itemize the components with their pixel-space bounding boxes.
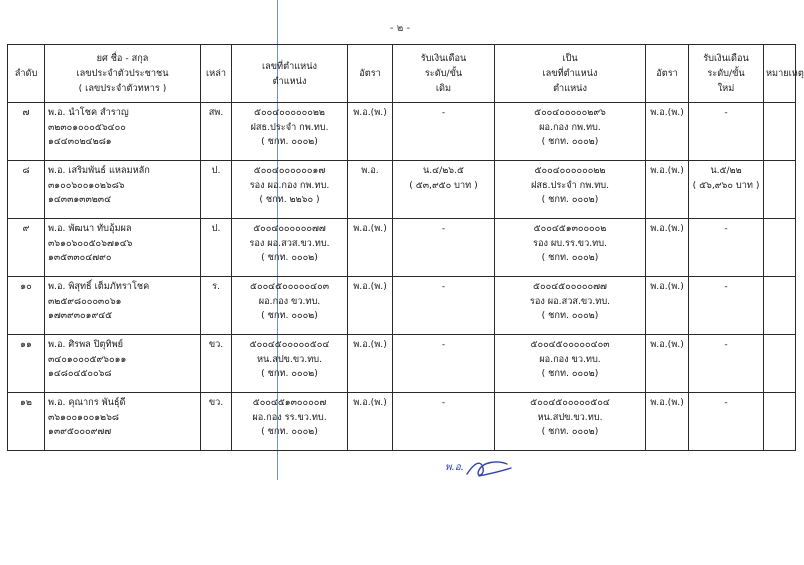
cell-new-rate-new-rate: พ.อ.(พ.) xyxy=(650,339,684,350)
cell-seq xyxy=(8,393,45,451)
cell-seq xyxy=(8,335,45,393)
cell-new-position xyxy=(495,277,646,335)
cell-old-rate-old-rate: พ.อ.(พ.) xyxy=(353,223,387,234)
cell-name-citizen-id: ๓๖๑๐๖๐๐๕๐๖๗๑๔๖ xyxy=(48,237,133,249)
cell-new-position-new-position-no: ๕๐๐๔๕๐๐๐๐๐๔๐๓ xyxy=(530,339,610,350)
cell-old-position-old-position-level: ( ชกท. ๒๒๖๐ ) xyxy=(259,194,320,205)
cell-new-salary xyxy=(689,219,764,277)
cell-branch xyxy=(201,277,232,335)
cell-old-position-old-position: ฝสธ.ประจำ กพ.ทบ. xyxy=(250,121,329,133)
cell-name-name: พ.อ. คุณากร พันธุ์ดี xyxy=(48,397,126,408)
cell-name-military-id: ๑๗๓๙๓๐๑๙๔๕ xyxy=(48,310,113,321)
cell-old-position-old-position: ผอ.กอง ขว.ทบ. xyxy=(258,295,321,307)
cell-old-salary xyxy=(393,277,495,335)
cell-old-position-old-position: ผอ.กอง รร.ขว.ทบ. xyxy=(252,411,327,423)
cell-new-position-new-position: รอง ผบ.รร.ขว.ทบ. xyxy=(533,237,607,249)
cell-name-name: พ.อ. พัฒนา ทับอุ้มผล xyxy=(48,223,132,234)
header-old-position: เลขที่ตำแหน่ง ตำแหน่ง xyxy=(232,45,348,103)
cell-new-rate xyxy=(646,393,689,451)
cell-old-position xyxy=(232,277,348,335)
cell-remark xyxy=(764,161,796,219)
cell-new-salary-new-salary: - xyxy=(724,223,728,234)
cell-name-citizen-id: ๓๑๐๐๖๐๐๑๐๒๖๘๖ xyxy=(48,179,125,191)
cell-remark xyxy=(764,277,796,335)
cell-old-rate xyxy=(348,161,393,219)
cell-old-rate xyxy=(348,277,393,335)
cell-new-salary-new-salary: - xyxy=(724,397,728,408)
cell-new-salary xyxy=(689,393,764,451)
table-row xyxy=(8,335,796,393)
cell-new-position-new-position-no: ๕๐๐๔๕๐๐๐๐๐๕๐๔ xyxy=(530,397,610,408)
cell-old-position-old-position-no: ๕๐๐๔๐๐๐๐๐๐๑๗ xyxy=(253,165,326,176)
cell-new-position xyxy=(495,103,646,161)
cell-old-rate-old-rate: พ.อ.(พ.) xyxy=(353,281,387,292)
cell-new-salary xyxy=(689,277,764,335)
cell-new-salary xyxy=(689,335,764,393)
cell-name xyxy=(45,103,201,161)
cell-old-salary-old-salary-amount: ( ๕๓,๙๕๐ บาท ) xyxy=(409,179,478,191)
header-row xyxy=(8,45,796,103)
cell-old-position-old-position-no: ๕๐๐๔๕๐๐๐๐๐๔๐๓ xyxy=(250,281,329,292)
cell-old-position-old-position-no: ๕๐๐๔๕๑๓๐๐๐๐๗ xyxy=(252,397,327,408)
cell-name xyxy=(45,161,201,219)
cell-old-rate-old-rate: พ.อ.(พ.) xyxy=(353,397,387,408)
cell-seq-seq: ๗ xyxy=(22,107,30,118)
cell-old-position-old-position-level: ( ชกท. ๐๐๐๒) xyxy=(261,136,318,147)
cell-old-rate xyxy=(348,335,393,393)
cell-old-position-old-position-level: ( ชกท. ๐๐๐๒) xyxy=(261,368,318,379)
cell-new-rate xyxy=(646,277,689,335)
cell-old-salary-old-salary: - xyxy=(441,339,446,350)
cell-old-salary-old-salary: - xyxy=(441,397,446,408)
cell-new-salary xyxy=(689,103,764,161)
signature-initials: พ.อ. xyxy=(445,462,464,473)
cell-new-rate-new-rate: พ.อ.(พ.) xyxy=(650,165,684,176)
cell-old-salary-old-salary: - xyxy=(441,281,446,292)
cell-new-rate-new-rate: พ.อ.(พ.) xyxy=(650,281,684,292)
cell-old-rate-old-rate: พ.อ. xyxy=(361,165,379,176)
cell-name-citizen-id: ๓๔๐๑๐๐๐๕๙๖๐๑๑ xyxy=(48,353,127,365)
header-remark: หมายเหตุ xyxy=(764,45,796,103)
cell-branch xyxy=(201,161,232,219)
cell-new-position xyxy=(495,161,646,219)
cell-new-rate-new-rate: พ.อ.(พ.) xyxy=(650,223,684,234)
cell-old-rate-old-rate: พ.อ.(พ.) xyxy=(353,339,387,350)
cell-branch xyxy=(201,393,232,451)
cell-new-position-new-position-no: ๕๐๐๔๕๐๐๐๐๐๗๗ xyxy=(533,281,607,292)
cell-seq xyxy=(8,277,45,335)
cell-new-position-new-position: ฝสธ.ประจำ กพ.ทบ. xyxy=(530,179,610,191)
cell-old-position xyxy=(232,335,348,393)
cell-old-salary xyxy=(393,103,495,161)
cell-name-military-id: ๑๓๕๓๓๐๔๗๙๐ xyxy=(48,252,112,263)
cell-name-citizen-id: ๓๖๑๐๐๑๐๐๑๒๖๘ xyxy=(48,411,120,423)
cell-old-position-old-position: หน.สปข.ขว.ทบ. xyxy=(256,353,323,365)
cell-name-citizen-id: ๓๒๓๐๑๐๐๐๕๖๔๐๐ xyxy=(48,121,126,133)
cell-old-salary-old-salary: - xyxy=(441,107,446,118)
cell-branch-branch: ขว. xyxy=(208,339,224,350)
cell-old-position-old-position-level: ( ชกท. ๐๐๐๒) xyxy=(261,252,318,263)
header-old-rate: อัตรา xyxy=(348,45,393,103)
cell-new-salary-new-salary: - xyxy=(724,281,728,292)
cell-new-rate xyxy=(646,103,689,161)
cell-name-name: พ.อ. เสริมพันธ์ แหลมหลัก xyxy=(48,165,150,176)
cell-name xyxy=(45,335,201,393)
cell-name-military-id: ๑๔๘๐๔๕๐๐๖๘ xyxy=(48,368,112,379)
cell-old-position xyxy=(232,103,348,161)
cell-branch-branch: สพ. xyxy=(208,107,224,118)
table-row xyxy=(8,161,796,219)
cell-new-position-new-position-level: ( ชกท. ๐๐๐๒) xyxy=(541,310,599,321)
header-branch: เหล่า xyxy=(201,45,232,103)
cell-new-position-new-position-no: ๕๐๐๔๐๐๐๐๐๒๙๖ xyxy=(534,107,606,118)
cell-new-position-new-position: ผอ.กอง ขว.ทบ. xyxy=(539,353,601,365)
cell-old-position-old-position: รอง ผอ.สวส.ขว.ทบ. xyxy=(249,237,330,249)
cell-old-position xyxy=(232,219,348,277)
cell-name-military-id: ๑๔๓๓๑๓๓๒๓๔ xyxy=(48,194,112,205)
cell-remark xyxy=(764,103,796,161)
cell-name-name: พ.อ. พิสุทธิ์ เต็มภัทราโชค xyxy=(48,281,150,292)
cell-seq-seq: ๙ xyxy=(22,223,30,234)
cell-new-position-new-position: รอง ผอ.สวส.ขว.ทบ. xyxy=(529,295,611,307)
cell-seq xyxy=(8,161,45,219)
cell-branch-branch: ร. xyxy=(212,281,220,292)
cell-new-rate-new-rate: พ.อ.(พ.) xyxy=(650,107,684,118)
header-new-position: เป็น เลขที่ตำแหน่ง ตำแหน่ง xyxy=(495,45,646,103)
cell-seq xyxy=(8,103,45,161)
cell-name-military-id: ๑๔๔๓๐๒๔๒๘๑ xyxy=(48,136,112,147)
cell-old-salary xyxy=(393,219,495,277)
cell-new-salary-new-salary: น.๕/๒๒ xyxy=(710,165,742,176)
cell-old-rate xyxy=(348,393,393,451)
cell-old-salary xyxy=(393,393,495,451)
cell-remark xyxy=(764,335,796,393)
personnel-table xyxy=(7,44,804,451)
header-seq: ลำดับ xyxy=(8,45,45,103)
cell-branch xyxy=(201,335,232,393)
table-row xyxy=(8,277,796,335)
cell-old-salary-old-salary: น.๔/๒๖.๕ xyxy=(422,165,464,176)
cell-branch xyxy=(201,219,232,277)
cell-branch-branch: ป. xyxy=(211,223,221,234)
cell-old-salary xyxy=(393,161,495,219)
cell-new-salary xyxy=(689,161,764,219)
cell-new-salary-new-salary-amount: ( ๕๖,๙๖๐ บาท ) xyxy=(692,179,760,191)
cell-remark xyxy=(764,219,796,277)
cell-old-position-old-position-level: ( ชกท. ๐๐๐๒) xyxy=(261,310,318,321)
cell-new-position xyxy=(495,393,646,451)
cell-name-name: พ.อ. ศิรพล ปิตุทิพย์ xyxy=(48,339,124,350)
cell-new-position-new-position: ผอ.กอง กพ.ทบ. xyxy=(539,121,601,133)
cell-new-position xyxy=(495,335,646,393)
cell-new-position-new-position-level: ( ชกท. ๐๐๐๒) xyxy=(541,194,599,205)
cell-old-rate-old-rate: พ.อ.(พ.) xyxy=(353,107,387,118)
cell-seq xyxy=(8,219,45,277)
cell-old-position xyxy=(232,161,348,219)
cell-new-rate xyxy=(646,219,689,277)
cell-name xyxy=(45,277,201,335)
table-row xyxy=(8,393,796,451)
cell-name xyxy=(45,393,201,451)
cell-old-rate xyxy=(348,219,393,277)
cell-old-position-old-position-level: ( ชกท. ๐๐๐๒) xyxy=(261,426,318,437)
cell-name-citizen-id: ๓๒๕๙๘๐๐๐๓๐๖๑ xyxy=(48,295,122,307)
cell-name-name: พ.อ. นำโชค สำราญ xyxy=(48,107,129,118)
cell-new-position-new-position-level: ( ชกท. ๐๐๐๒) xyxy=(541,368,599,379)
cell-new-position-new-position-no: ๕๐๐๔๐๐๐๐๐๐๒๒ xyxy=(534,165,606,176)
cell-new-position-new-position: หน.สปข.ขว.ทบ. xyxy=(537,411,603,423)
header-new-rate: อัตรา xyxy=(646,45,689,103)
cell-name-military-id: ๑๓๙๕๐๐๐๙๗๗ xyxy=(48,426,112,437)
table-row xyxy=(8,219,796,277)
cell-new-salary-new-salary: - xyxy=(724,107,728,118)
cell-new-rate-new-rate: พ.อ.(พ.) xyxy=(650,397,684,408)
cell-old-position-old-position-no: ๕๐๐๔๐๐๐๐๐๐๒๒ xyxy=(254,107,325,118)
cell-old-salary xyxy=(393,335,495,393)
cell-new-position-new-position-level: ( ชกท. ๐๐๐๒) xyxy=(541,426,599,437)
cell-seq-seq: ๑๒ xyxy=(20,397,32,408)
cell-seq-seq: ๑๑ xyxy=(20,339,32,350)
page-number: - ๒ - xyxy=(389,23,411,34)
cell-branch-branch: ขว. xyxy=(208,397,224,408)
cell-old-position-old-position-no: ๕๐๐๔๕๐๐๐๐๐๕๐๔ xyxy=(249,339,330,350)
cell-new-rate xyxy=(646,161,689,219)
cell-old-rate xyxy=(348,103,393,161)
cell-remark xyxy=(764,393,796,451)
cell-new-position-new-position-level: ( ชกท. ๐๐๐๒) xyxy=(541,252,599,263)
cell-new-salary-new-salary: - xyxy=(724,339,728,350)
cell-old-position-old-position-no: ๕๐๐๔๐๐๐๐๐๐๗๗ xyxy=(253,223,326,234)
cell-new-rate xyxy=(646,335,689,393)
cell-new-position xyxy=(495,219,646,277)
cell-new-position-new-position-level: ( ชกท. ๐๐๐๒) xyxy=(541,136,599,147)
cell-name xyxy=(45,219,201,277)
cell-old-position-old-position: รอง ผอ.กอง กพ.ทบ. xyxy=(249,179,330,191)
cell-branch-branch: ป. xyxy=(211,165,221,176)
signature xyxy=(445,452,515,486)
cell-seq-seq: ๑๐ xyxy=(20,281,32,292)
header-old-salary: รับเงินเดือน ระดับ/ขั้น เดิม xyxy=(393,45,495,103)
header-new-salary: รับเงินเดือน ระดับ/ขั้น ใหม่ xyxy=(689,45,764,103)
cell-new-position-new-position-no: ๕๐๐๔๕๑๓๐๐๐๐๒ xyxy=(533,223,607,234)
cell-old-position xyxy=(232,393,348,451)
table-row xyxy=(8,103,796,161)
cell-branch xyxy=(201,103,232,161)
header-name: ยศ ชื่อ - สกุล เลขประจำตัวประชาชน ( เลขประจำตัวทหาร ) xyxy=(45,45,201,103)
cell-old-salary-old-salary: - xyxy=(441,223,446,234)
cell-seq-seq: ๘ xyxy=(22,165,30,176)
